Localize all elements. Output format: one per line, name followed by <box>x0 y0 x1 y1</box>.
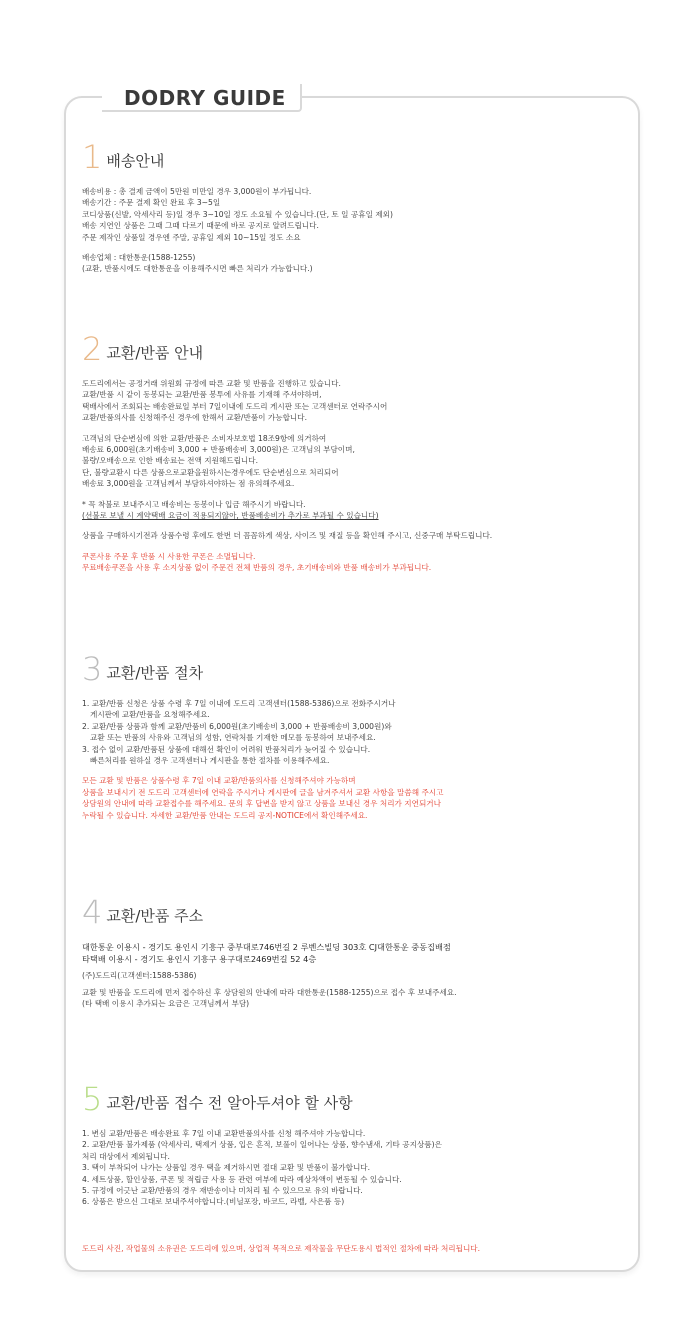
text-line: 교환 및 반품을 도드리에 먼저 접수하신 후 상담원의 안내에 따라 대한통운(1588-1255)으로 접수 후 보내주세요. <box>82 987 457 997</box>
text-line: 교환/반품 시 같이 동봉되는 교환/반품 봉투에 사유를 기재해 주셔야하며, <box>82 390 322 400</box>
text-line: 5. 규정에 어긋난 교환/반품의 경우 재반송이나 미처리 될 수 있으므로 유의 바랍니다. <box>82 1186 363 1196</box>
section-header <box>82 330 622 368</box>
text-line: (교환, 반품시에도 대한통운을 이용해주시면 빠른 처리가 가능합니다.) <box>82 264 313 274</box>
notice-line: 상담원의 안내에 따라 교환접수를 해주세요. 문의 후 답변을 받지 않고 상품을 보내신 경우 처리가 지연되거나 <box>82 799 441 809</box>
text-line: 단, 불량교환시 다른 상품으로교환을원하시는경우에도 단순변심으로 처리되어 <box>82 467 339 477</box>
text-line: 1. 교환/반품 신청은 상품 수령 후 7일 이내에 도드리 고객센터(1588-5386)으로 전화주시거나 <box>82 699 396 708</box>
section-body <box>82 378 622 574</box>
text-line: (선불로 보낼 시 계약택배 요금이 적용되지않아, 반품배송비가 추가로 부과될 수 있습니다) <box>82 511 379 521</box>
notice-line: 상품을 보내시기 전 도드리 고객센터에 연락을 주시거나 게시판에 글을 남겨주셔서 교환 사항을 말씀해 주시고 <box>82 787 444 797</box>
section-number: 1 <box>82 138 103 176</box>
section-shipping <box>82 138 622 275</box>
text-line: 도드리에서는 공정거래 위원회 규정에 따른 교환 및 반품을 진행하고 있습니다. <box>82 379 341 388</box>
section-header <box>82 650 622 688</box>
section-title: 교환/반품 접수 전 알아두셔야 할 사항 <box>106 1094 353 1112</box>
address-line: 대한통운 이용시 - 경기도 용인시 기흥구 중부대로746번길 2 루벤스빌딩 303호 CJ대한통운 중동집배점 <box>82 942 451 952</box>
text-line: 택배사에서 조회되는 배송완료일 부터 7일이내에 도드리 게시판 또는 고객센터로 연락주시어 <box>82 401 388 411</box>
text-line: 배송업체 : 대한통운(1588-1255) <box>82 253 196 263</box>
section-body <box>82 186 622 275</box>
section-body <box>82 1128 622 1208</box>
text-line: 상품을 구매하시기전과 상품수령 후에도 한번 더 꼼꼼하게 색상, 사이즈 및 재질 등을 확인해 주시고, 신중구매 부탁드립니다. <box>82 531 493 541</box>
text-line: 3. 택이 부착되어 나가는 상품일 경우 택을 제거하시면 절대 교환 및 반품이 불가합니다. <box>82 1163 371 1173</box>
text-line: (주)도드리(고객센터:1588-5386) <box>82 971 197 981</box>
notice-line: 무료배송쿠폰을 사용 후 소지상품 없이 주문건 전체 반품의 경우, 초기배송비와 반품 배송비가 부과됩니다. <box>82 563 432 573</box>
page-title: DODRY GUIDE <box>124 86 286 110</box>
text-line: 불량/오배송으로 인한 배송료는 전액 지원해드립니다. <box>82 456 259 466</box>
section-exchange-procedure <box>82 650 622 821</box>
text-line: 1. 변심 교환/반품은 배송완료 후 7일 이내 교환반품의사를 신청 해주셔야 가능합니다. <box>82 1129 366 1138</box>
address-line: 타택배 이용시 - 경기도 용인시 기흥구 용구대로2469번길 52 4층 <box>82 954 317 965</box>
section-title: 교환/반품 안내 <box>106 344 204 362</box>
section-exchange-info <box>82 330 622 574</box>
text-line: * 꼭 착불로 보내주시고 배송비는 동봉이나 입금 해주시기 바랍니다. <box>82 499 306 509</box>
notice-line: 누락될 수 있습니다. 자세한 교환/반품 안내는 도드리 공지-NOTICE에서 확인해주세요. <box>82 810 368 820</box>
text-line: 처리 대상에서 제외됩니다. <box>82 1151 170 1161</box>
notice-line: 쿠폰사용 주문 후 반품 시 사용한 쿠폰은 소멸됩니다. <box>82 551 256 561</box>
text-line: (타 택배 이용시 추가되는 요금은 고객님께서 부담) <box>82 999 250 1009</box>
text-line: 4. 세트상품, 할인상품, 쿠폰 및 적립금 사용 등 관련 여부에 따라 예상차액이 변동될 수 있습니다. <box>82 1174 402 1184</box>
text-line: 2. 교환/반품 상품과 함께 교환/반품비 6,000원(초기배송비 3,000 + 반품배송비 3,000원)와 <box>82 721 392 731</box>
section-header <box>82 1080 622 1118</box>
text-line: 6. 상품은 받으신 그대로 보내주셔야합니다.(비닐포장, 바코드, 라벨, 사은품 등) <box>82 1197 345 1207</box>
section-number: 5 <box>82 1080 103 1118</box>
text-line: 배송 지연인 상품은 그때 그때 다르기 때문에 바로 공지로 알려드립니다. <box>82 221 319 231</box>
text-line: 고객님의 단순변심에 의한 교환/반품은 소비자보호법 18조9항에 의거하여 <box>82 433 327 443</box>
copyright-notice: 도드리 사진, 작업물의 소유권은 도드리에 있으며, 상업적 목적으로 제작물을 무단도용시 법적인 절차에 따라 처리됩니다. <box>82 1244 481 1253</box>
text-line: 교환 또는 반품의 사유와 고객님의 성함, 연락처를 기재한 메모를 동봉하여 보내주세요. <box>90 733 376 743</box>
text-line: 주문 제작인 상품일 경우엔 주말, 공휴일 제외 10~15일 정도 소요 <box>82 232 301 242</box>
text-line: 빠른처리를 원하실 경우 고객센터나 게시판을 통한 절차를 이용해주세요. <box>90 756 330 766</box>
text-line: 배송료 6,000원(초기배송비 3,000 + 반품배송비 3,000원)은 고객님의 부담이며, <box>82 445 355 455</box>
text-line: 3. 접수 없이 교환/반품된 상품에 대해선 확인이 어려워 반품처리가 늦어질 수 있습니다. <box>82 744 371 754</box>
section-exchange-address <box>82 893 622 1010</box>
section-title: 교환/반품 주소 <box>106 907 204 925</box>
text-line: 2. 교환/반품 불가제품 (악세사리, 택제거 상품, 입은 흔적, 보풀이 일어나는 상품, 향수냄새, 기타 공지상품)은 <box>82 1140 442 1150</box>
text-line: 배송비용 : 총 결제 금액이 5만원 미만일 경우 3,000원이 부가됩니다. <box>82 187 312 196</box>
text-line: 게시판에 교환/반품을 요청해주세요. <box>90 710 210 720</box>
footer <box>82 1243 622 1254</box>
text-line: 배송기간 : 주문 결제 확인 완료 후 3~5일 <box>82 198 221 208</box>
section-before-exchange <box>82 1080 622 1208</box>
section-body <box>82 941 622 1010</box>
section-number: 3 <box>82 650 103 688</box>
section-title: 교환/반품 절차 <box>106 664 204 682</box>
section-header <box>82 893 622 931</box>
section-number: 2 <box>82 330 103 368</box>
section-number: 4 <box>82 893 103 931</box>
section-body <box>82 698 622 821</box>
text-line: 교환/반품의사를 신청해주신 경우에 한해서 교환/반품이 가능합니다. <box>82 413 307 423</box>
section-header <box>82 138 622 176</box>
text-line: 배송료 3,000원을 고객님께서 부담하셔야하는 점 유의해주세요. <box>82 479 295 489</box>
section-title: 배송안내 <box>106 152 165 170</box>
notice-line: 모든 교환 및 반품은 상품수령 후 7일 이내 교환/반품의사를 신청해주셔야 가능하며 <box>82 776 356 786</box>
text-line: 코디상품(신발, 악세사리 등)일 경우 3~10일 정도 소요될 수 있습니다.(단, 토 일 공휴일 제외) <box>82 209 393 219</box>
